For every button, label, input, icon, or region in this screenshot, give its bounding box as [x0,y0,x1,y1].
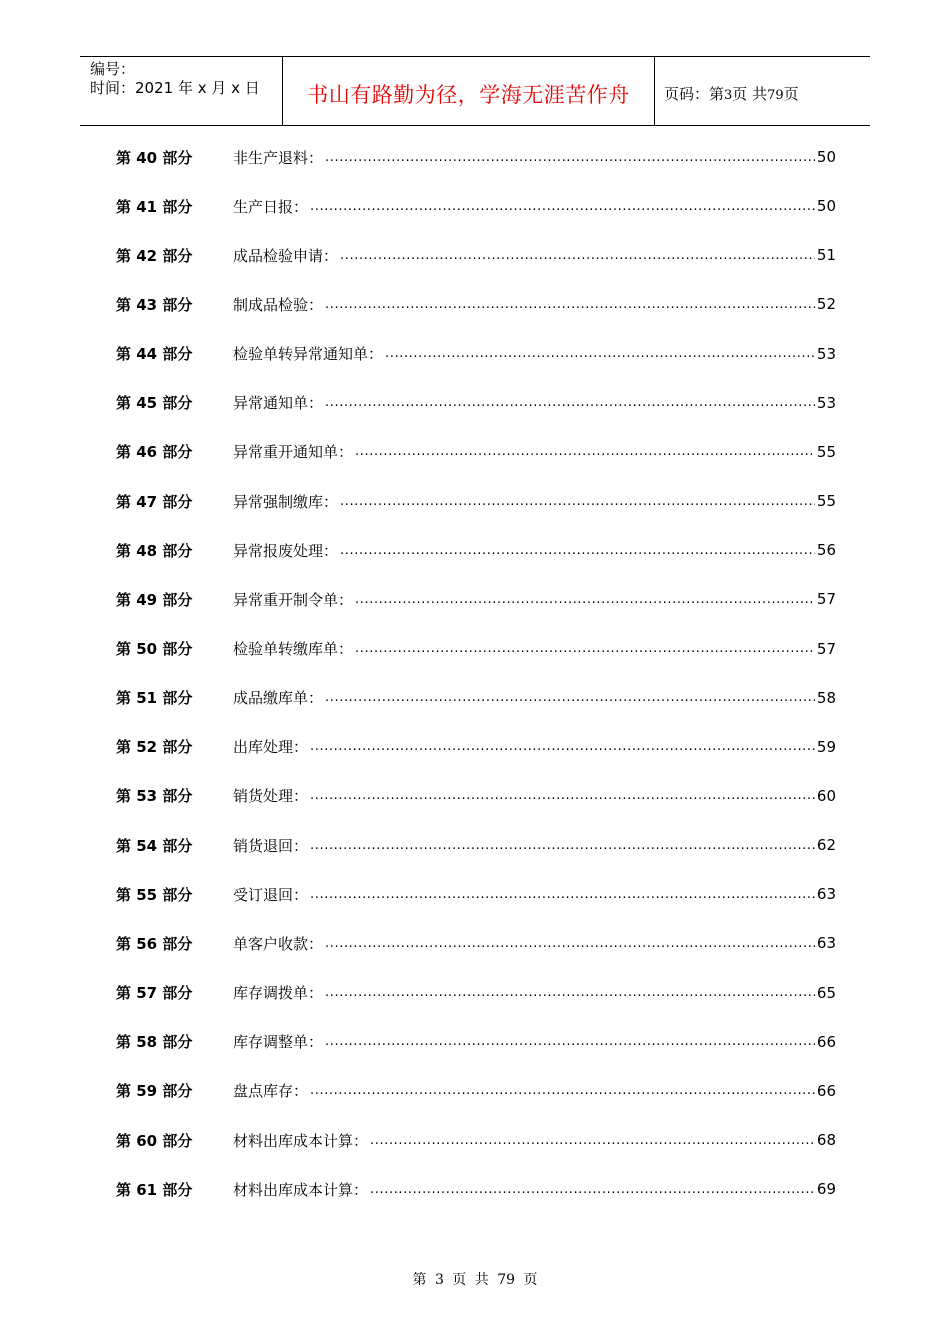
toc-section-number: 第 61 部分 [116,1180,193,1199]
toc-title: 销货退回： [233,836,309,855]
toc-section-number: 第 52 部分 [116,738,193,757]
toc-entry[interactable] [116,1129,836,1151]
toc-section-number: 第 41 部分 [116,197,193,216]
toc-entry[interactable] [116,687,836,709]
toc-page-number: 55 [816,442,836,461]
toc-title: 检验单转缴库单： [233,640,354,658]
toc-leader-dots [310,1083,815,1098]
toc-title: 成品缴库单： [233,689,324,708]
toc-leader-dots [340,543,815,558]
header-meta [90,60,260,98]
toc-section-number: 第 58 部分 [116,1033,193,1052]
toc-entry[interactable] [116,834,836,856]
toc-section-number: 第 48 部分 [116,541,193,560]
toc-entry[interactable] [116,195,836,217]
toc-page-number: 66 [816,1032,836,1051]
toc-section-number: 第 47 部分 [116,492,193,511]
toc-leader-dots [355,444,815,459]
toc-title: 盘点库存： [233,1082,309,1101]
toc-page-number: 60 [816,786,836,805]
toc-title: 销货处理： [233,787,309,806]
toc-entry[interactable] [116,1178,836,1200]
toc-section-number: 第 42 部分 [116,246,193,265]
toc-page-number: 68 [816,1131,836,1149]
toc-section-number: 第 57 部分 [116,984,193,1003]
toc-title: 成品检验申请： [233,246,339,265]
page-suffix: 页 [783,85,799,103]
toc-page-number: 69 [816,1180,836,1199]
toc-leader-dots [355,592,815,607]
page-footer: 第 3 页 共 79 页 [412,1272,538,1288]
toc-title: 库存调拨单： [233,984,324,1003]
toc-leader-dots [370,1133,815,1148]
toc-page-number: 57 [816,590,836,609]
toc-page-number: 50 [816,148,836,166]
toc-leader-dots [310,199,815,214]
toc-leader-dots [325,985,815,1000]
toc-title: 异常重开通知单： [233,443,354,462]
page-prefix: 页码：第 [664,85,725,103]
toc-entry[interactable] [116,146,836,168]
toc-page-number: 53 [816,344,836,363]
toc-section-number: 第 59 部分 [116,1082,193,1101]
toc-title: 异常通知单： [233,394,324,413]
toc-entry[interactable] [116,883,836,905]
toc-section-number: 第 60 部分 [116,1131,193,1150]
toc-leader-dots [325,690,815,705]
toc-leader-dots [385,346,815,361]
toc-page-number: 63 [816,934,836,953]
toc-leader-dots [325,150,815,165]
time-label: 时间：2021 年 x 月 x 日 [90,79,260,97]
toc-leader-dots [370,1182,815,1197]
toc-entry[interactable] [116,932,836,954]
toc-entry[interactable] [116,392,836,414]
page-total: 79 [767,88,784,103]
toc-leader-dots [325,1034,815,1049]
toc-leader-dots [310,739,815,754]
toc-entry[interactable] [116,1031,836,1053]
toc-section-number: 第 40 部分 [116,148,193,167]
toc-page-number: 52 [816,295,836,314]
toc-entry[interactable] [116,588,836,610]
toc-leader-dots [340,494,815,509]
toc-section-number: 第 56 部分 [116,934,193,953]
toc-title: 单客户收款： [233,934,324,953]
toc-leader-dots [310,887,815,902]
toc-leader-dots [325,395,815,410]
toc-entry[interactable] [116,539,836,561]
toc-entry[interactable] [116,343,836,365]
toc-page-number: 63 [816,885,836,904]
header-page-info [664,83,799,104]
toc-entry[interactable] [116,982,836,1004]
toc-page-number: 50 [816,197,836,216]
toc-entry[interactable] [116,785,836,807]
toc-page-number: 65 [816,983,836,1002]
toc-leader-dots [310,838,815,853]
toc-title: 出库处理： [233,738,309,757]
toc-section-number: 第 51 部分 [116,689,193,708]
toc-entry[interactable] [116,490,836,512]
header-motto: 书山有路勤为径，学海无涯苦作舟 [307,83,630,107]
toc-section-number: 第 54 部分 [116,836,193,855]
toc-entry[interactable] [116,441,836,463]
toc-page-number: 62 [816,836,836,855]
toc-section-number: 第 45 部分 [116,394,193,413]
toc-leader-dots [355,641,815,656]
toc-page-number: 66 [816,1081,836,1100]
toc-page-number: 51 [816,246,836,265]
page-header [80,56,870,126]
toc-section-number: 第 46 部分 [116,443,193,462]
toc-section-number: 第 53 部分 [116,787,193,806]
header-divider [654,57,655,125]
page-current: 3 [724,88,733,103]
toc-title: 材料出库成本计算： [233,1180,369,1199]
toc-entry[interactable] [116,638,836,660]
toc-title: 异常重开制令单： [233,590,354,609]
toc-page-number: 57 [816,639,836,658]
page-mid: 页 共 [732,85,768,103]
toc-title: 异常强制缴库： [233,492,339,511]
toc-title: 制成品检验： [233,295,324,314]
toc-entry[interactable] [116,293,836,315]
toc-title: 非生产退料： [233,148,324,167]
toc-page-number: 59 [816,737,836,756]
toc-page-number: 53 [816,393,836,412]
toc-entry[interactable] [116,736,836,758]
code-label: 编号： [90,60,136,78]
toc-title: 库存调整单： [233,1033,324,1052]
toc-entry[interactable] [116,1080,836,1102]
toc-page-number: 56 [816,541,836,560]
toc-section-number: 第 43 部分 [116,295,193,314]
toc-leader-dots [340,248,815,263]
toc-entry[interactable] [116,244,836,266]
toc-title: 材料出库成本计算： [233,1131,369,1150]
toc-leader-dots [325,936,815,951]
toc-section-number: 第 49 部分 [116,590,193,609]
toc-page-number: 58 [816,688,836,707]
toc-page-number: 55 [816,492,836,511]
toc-section-number: 第 50 部分 [116,640,193,658]
toc-section-number: 第 44 部分 [116,345,193,364]
toc-title: 受订退回： [233,885,309,904]
toc-title: 生产日报： [233,197,309,216]
toc-title: 异常报废处理： [233,541,339,560]
toc-section-number: 第 55 部分 [116,885,193,904]
toc-leader-dots [310,788,815,803]
toc-leader-dots [325,297,815,312]
toc-title: 检验单转异常通知单： [233,345,384,364]
